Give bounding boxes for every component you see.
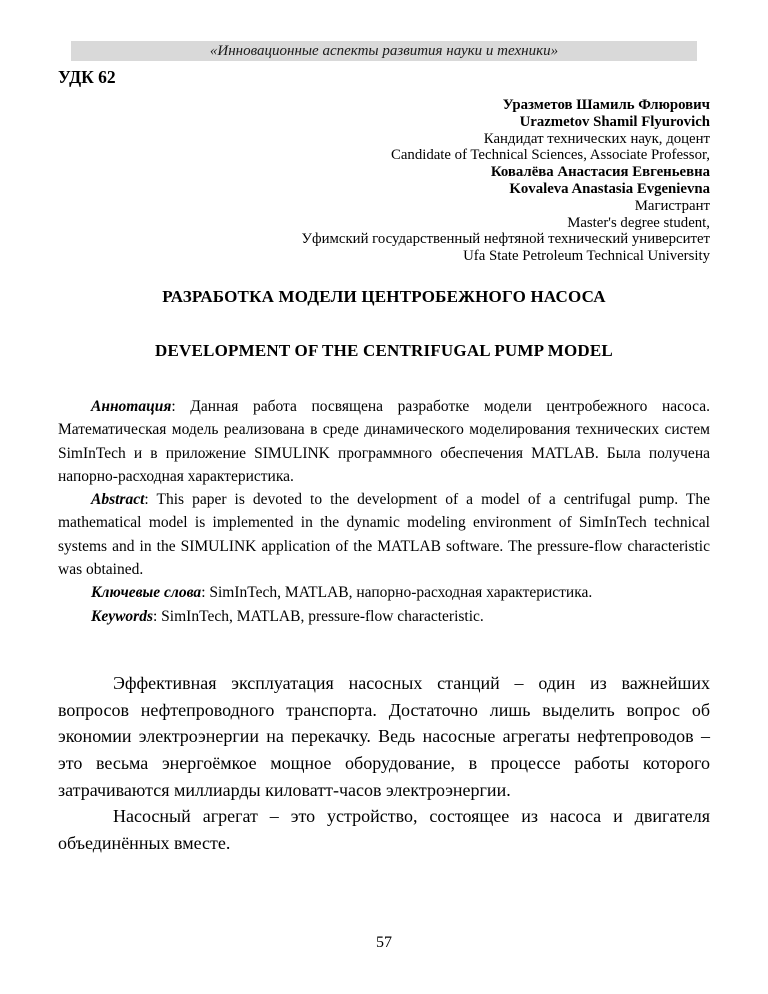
body-paragraph: Насосный агрегат – это устройство, состоящее из насоса и двигателя объединённых вместе.: [58, 806, 710, 854]
author-degree-en: Master's degree student,: [567, 214, 710, 231]
author-name-ru: Уразметов Шамиль Флюрович: [502, 97, 710, 113]
author-degree-ru: Магистрант: [634, 197, 710, 214]
annotation-text-ru: : Данная работа посвящена разработке модели центробежного насоса. Математическая модель реализована в среде динамического моделирования технических систем SimInTech и в приложение SIMULINK программного обеспечения MATLAB. Была получена напорно-расходная характеристика.: [58, 397, 710, 485]
authors-block: [58, 97, 710, 265]
author-name-en: Kovaleva Anastasia Evgenievna: [509, 180, 710, 197]
affiliation-en: Ufa State Petroleum Technical University: [463, 248, 710, 265]
annotation-paragraph-ru: [58, 395, 710, 488]
keywords-line-ru: [58, 581, 710, 604]
page-number: 57: [376, 934, 392, 951]
keywords-text-en: : SimInTech, MATLAB, pressure-flow characteristic.: [153, 607, 484, 625]
paper-title-ru: РАЗРАБОТКА МОДЕЛИ ЦЕНТРОБЕЖНОГО НАСОСА: [162, 286, 606, 306]
journal-running-header: «Инновационные аспекты развития науки и техники»: [71, 41, 697, 61]
keywords-label-ru: Ключевые слова: [91, 584, 202, 602]
author-name-ru: Ковалёва Анастасия Евгеньевна: [490, 164, 710, 181]
abstract-label-en: Abstract: [91, 491, 145, 509]
abstract-text-en: : This paper is devoted to the development of a model of a centrifugal pump. The mathematical model is implemented in the dynamic modeling environment of SimInTech technical systems and in the SIMULINK application of the MATLAB software. The pressure-flow characteristic was obtained.: [58, 491, 710, 579]
body-paragraph: Эффективная эксплуатация насосных станций – один из важнейших вопросов нефтепроводного транспорта. Достаточно лишь выделить вопрос об экономии электроэнергии на перекачку. Ведь насосные агрегаты нефтепроводов – это весьма энергоёмкое мощное оборудование, в процессе работы которого затрачиваются миллиарды киловатт-часов электроэнергии.: [58, 672, 710, 800]
keywords-label-en: Keywords: [91, 607, 153, 625]
abstract-paragraph-en: [58, 488, 710, 581]
author-degree-ru: Кандидат технических наук, доцент: [483, 130, 710, 147]
author-name-en: Urazmetov Shamil Flyurovich: [519, 113, 710, 130]
author-degree-en: Candidate of Technical Sciences, Associate Professor,: [390, 147, 710, 164]
keywords-text-ru: : SimInTech, MATLAB, напорно-расходная характеристика.: [201, 584, 593, 602]
affiliation-ru: Уфимский государственный нефтяной технический университет: [301, 231, 710, 248]
udc-label: УДК 62: [58, 67, 116, 87]
abstract-section: [58, 395, 710, 628]
article-body: [58, 670, 710, 857]
keywords-line-en: [58, 605, 710, 628]
annotation-label-ru: Аннотация: [91, 397, 172, 415]
paper-title-en: DEVELOPMENT OF THE CENTRIFUGAL PUMP MODEL: [155, 340, 613, 360]
